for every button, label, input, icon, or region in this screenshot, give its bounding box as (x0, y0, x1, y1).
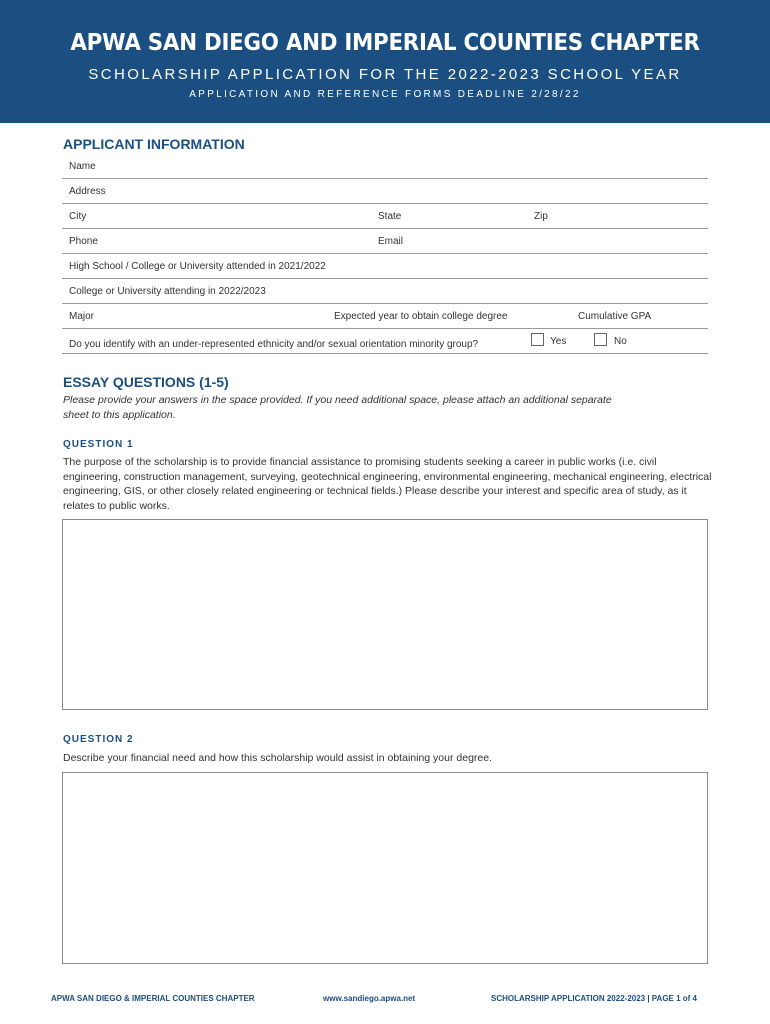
no-checkbox[interactable] (594, 333, 607, 346)
high-school-field[interactable] (62, 253, 708, 279)
yes-label: Yes (550, 336, 567, 347)
city-state-zip-row[interactable] (62, 203, 708, 229)
major-label: Major (69, 311, 95, 322)
question-1-text: The purpose of the scholarship is to provide financial assistance to promising students seeking a career in public works (i.e. civil engineering, construction management, surveying, geotechnical engineering, environmental engineering, mechanical engineering, electrical engineering, GIS, or other closely related engineering or technical fields.) Please describe your interest and specific area of study, as it relates to public works. (63, 456, 712, 512)
deadline-text: APPLICATION AND REFERENCE FORMS DEADLINE 2/28/22 (189, 89, 581, 100)
question-1-answer-box[interactable] (62, 519, 708, 710)
essay-intro-line1: Please provide your answers in the space provided. If you need additional space, please attach an additional separate (63, 394, 612, 406)
footer-page-info: SCHOLARSHIP APPLICATION 2022-2023 | PAGE 1 of 4 (491, 994, 697, 1003)
minority-question-label: Do you identify with an under-represented ethnicity and/or sexual orientation minority group? (69, 339, 479, 350)
college-label: College or University attending in 2022/2023 (69, 286, 266, 297)
phone-email-row[interactable] (62, 228, 708, 254)
address-label: Address (69, 186, 106, 197)
question-2-answer-box[interactable] (62, 772, 708, 964)
application-subtitle: SCHOLARSHIP APPLICATION FOR THE 2022-2023 SCHOOL YEAR (88, 66, 682, 83)
essay-intro (63, 393, 663, 423)
college-field[interactable] (62, 278, 708, 304)
city-label: City (69, 211, 87, 222)
gpa-label: Cumulative GPA (578, 311, 652, 322)
name-field[interactable] (62, 153, 708, 179)
phone-label: Phone (69, 236, 98, 247)
applicant-info-heading: APPLICANT INFORMATION (63, 136, 245, 152)
essay-questions-heading: ESSAY QUESTIONS (1-5) (63, 374, 229, 390)
major-row[interactable] (62, 303, 708, 329)
address-field[interactable] (62, 178, 708, 204)
chapter-title: APWA SAN DIEGO AND IMPERIAL COUNTIES CHAPTER (70, 30, 700, 56)
high-school-label: High School / College or University attended in 2021/2022 (69, 261, 326, 272)
question-1-heading: QUESTION 1 (63, 439, 134, 450)
footer-chapter-name: APWA SAN DIEGO & IMPERIAL COUNTIES CHAPTER (51, 994, 255, 1003)
question-2-heading: QUESTION 2 (63, 734, 134, 745)
no-label: No (614, 336, 627, 347)
minority-question-row (62, 328, 708, 354)
expected-year-label: Expected year to obtain college degree (334, 311, 508, 322)
question-2-text: Describe your financial need and how this scholarship would assist in obtaining your degree. (63, 752, 492, 764)
zip-label: Zip (534, 211, 548, 222)
email-label: Email (378, 236, 404, 247)
page-header (0, 0, 770, 123)
footer-website-link[interactable]: www.sandiego.apwa.net (323, 994, 416, 1003)
yes-checkbox[interactable] (531, 333, 544, 346)
name-label: Name (69, 161, 96, 172)
essay-intro-line2: sheet to this application. (63, 409, 176, 421)
state-label: State (378, 211, 402, 222)
